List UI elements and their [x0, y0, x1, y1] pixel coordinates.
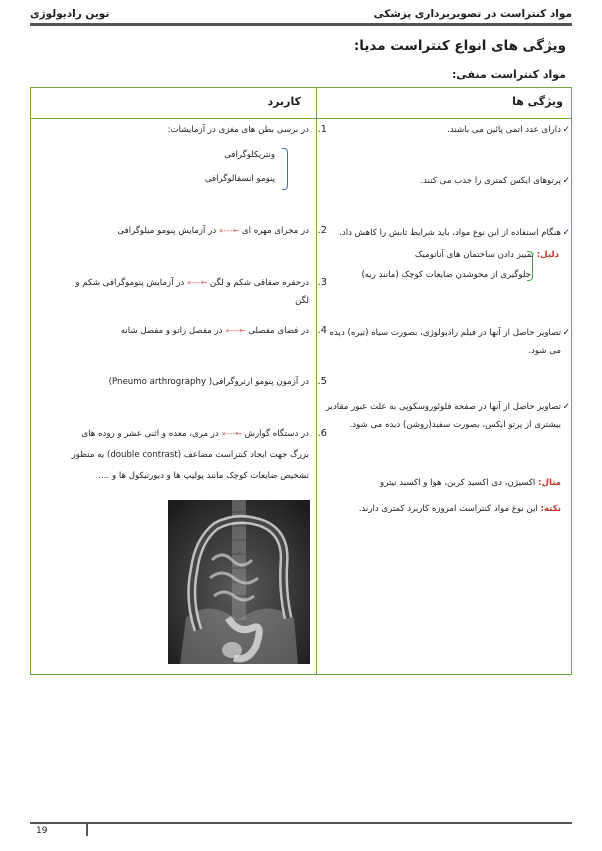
reason-item: جلوگیری از محوشدن ضایعات کوچک (مانند ریه) — [361, 270, 531, 280]
example-label: مثال: — [538, 478, 561, 488]
reason-line — [319, 265, 559, 285]
usage-item — [61, 121, 327, 139]
header-book-title: مواد کنتراست در تصویربرداری پزشکی — [373, 8, 572, 20]
footer-rule — [30, 822, 572, 824]
usage-item — [61, 274, 327, 310]
usage-number: 3. — [317, 277, 327, 288]
usage-text: در آزمایش پنومو میلوگرافی — [117, 226, 217, 236]
note-line — [321, 500, 561, 518]
reason-bracket — [527, 251, 533, 281]
feature-text: دارای عدد اتمی پائین می باشند. — [447, 125, 561, 135]
reason-label: دلیل: — [536, 250, 559, 260]
usage-item — [61, 222, 327, 240]
usage-item — [61, 423, 327, 487]
feature-text: هنگام استفاده از این نوع مواد، باید شرایط تابش را کاهش داد. — [339, 228, 561, 238]
usage-item — [61, 373, 327, 391]
feature-item — [321, 398, 570, 434]
feature-text: تصاویر حاصل از آنها در صفحه فلوئوروسکوپی به علت عبور مقادیر بیشتری از پرتو ایکس، بصورت سفید(روشن) دیده می شود. — [325, 402, 561, 430]
example-text: اکسیژن، دی اکسید کربن، هوا و اکسید نیترو — [380, 478, 536, 488]
usage-item — [61, 322, 327, 340]
ventriculography-sub-list — [205, 143, 281, 191]
feature-item — [321, 121, 570, 139]
note-label: نکته: — [540, 504, 561, 514]
feature-item — [321, 324, 570, 360]
header-publisher: نوین رادیولوژی — [30, 8, 110, 20]
feature-item — [321, 172, 570, 190]
usage-number: 1. — [317, 124, 327, 135]
column-header-features: ویژگی ها — [512, 95, 563, 108]
check-icon: ✓ — [562, 328, 570, 338]
usage-number: 5. — [317, 376, 327, 387]
xray-drawing — [168, 500, 310, 664]
header-rule — [30, 23, 572, 26]
check-icon: ✓ — [562, 402, 570, 412]
usage-text: در مجرای مهره ای — [241, 226, 309, 236]
usage-number: 4. — [317, 325, 327, 336]
footer-tick — [86, 822, 88, 836]
usage-number: 2. — [317, 225, 327, 236]
usage-text: در فضای مفصلی — [248, 326, 309, 336]
arrow-icon: ←---« — [225, 326, 246, 335]
table-header-row — [31, 88, 571, 119]
column-header-usage: کاربرد — [267, 95, 301, 108]
usage-text: در آزمون پنومو ارتروگرافی( Pneumo arthrography) — [108, 377, 309, 387]
usage-text: در دستگاه گوارش — [244, 429, 309, 439]
arrow-icon: ←---« — [218, 226, 240, 235]
feature-text: تصاویر حاصل از آنها در فیلم رادیولوژی، بصورت سیاه (تیره) دیده می شود. — [329, 328, 561, 356]
sub-list-item: ونتریکلوگرافی — [224, 150, 275, 160]
reason-block — [319, 245, 559, 285]
feature-text: پرتوهای ایکس کمتری را جذب می کنند. — [420, 176, 561, 186]
check-icon: ✓ — [562, 176, 570, 186]
page-header — [30, 4, 572, 24]
sub-list-item: پنومو انسفالوگرافی — [204, 174, 275, 184]
page-number: 19 — [36, 826, 48, 836]
usage-number: 6. — [317, 428, 327, 439]
usage-text: در برسی بطن های مغزی در آزمایشات: — [167, 125, 309, 135]
usage-text: درحفره صفاقی شکم و لگن — [209, 278, 309, 288]
page-title: ویژگی های انواع کنتراست مدیا: — [353, 38, 566, 54]
usage-text: در مفصل زانو و مفصل شانه — [120, 326, 223, 336]
arrow-icon: ←---« — [221, 429, 242, 438]
note-text: این نوع مواد کنتراست امروزه کاربرد کمتری دارند. — [358, 504, 538, 514]
section-subtitle: مواد کنتراست منفی: — [452, 68, 566, 81]
usage-text: در آزمایش پنوموگرافی شکم و لگن — [75, 278, 309, 306]
sub-list-bracket — [282, 148, 288, 190]
example-line — [321, 474, 561, 492]
arrow-icon: ←---« — [186, 278, 208, 287]
feature-item — [321, 224, 570, 242]
reason-item: تمییز دادن ساختمان های آناتومیک — [414, 250, 534, 260]
check-icon: ✓ — [562, 228, 570, 238]
usage-text: در مری، معده و اثنی عشر و روده های بزرگ جهت ایجاد کنتراست مضاعف (double contrast) به منظور تشخیص ضایعات کوچک مانند پولیپ ها و دیورتیکول ها و .... — [71, 429, 309, 481]
reason-line — [319, 245, 559, 265]
check-icon: ✓ — [562, 125, 570, 135]
double-contrast-xray-image — [168, 500, 310, 664]
